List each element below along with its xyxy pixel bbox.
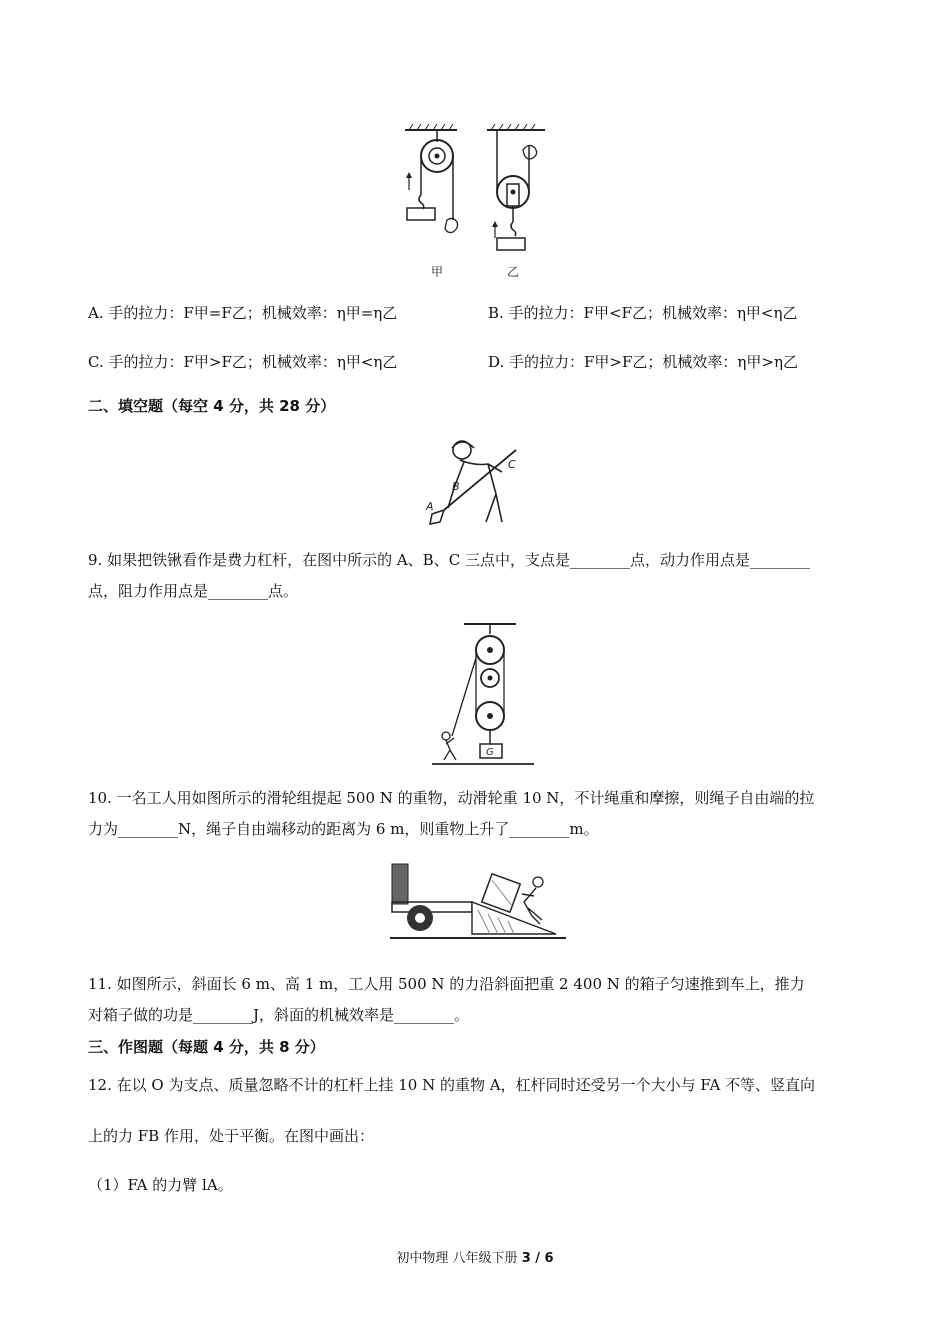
pulley-label-right: 乙	[507, 265, 520, 279]
q12-line2: 上的力 FB 作用，处于平衡。在图中画出：	[88, 1127, 374, 1145]
footer-text: 初中物理 八年级下册	[396, 1251, 518, 1266]
pulley-figure	[395, 120, 585, 285]
pulley-label-left: 甲	[431, 265, 444, 279]
section3-title: 三、作图题（每题 4 分，共 8 分）	[88, 1038, 325, 1056]
shovel-figure	[420, 436, 530, 528]
q10-line2: 力为________N，绳子自由端移动的距离为 6 m，则重物上升了________m。	[88, 820, 599, 838]
q11-line1: 11. 如图所示，斜面长 6 m、高 1 m，工人用 500 N 的力沿斜面把重 2 400 N 的箱子匀速推到车上，推力	[88, 975, 805, 993]
section2-title: 二、填空题（每空 4 分，共 28 分）	[88, 397, 336, 415]
option-d: D. 手的拉力：F甲>F乙；机械效率：η甲>η乙	[488, 353, 798, 371]
shovel-label-b: B	[452, 480, 460, 493]
option-b: B. 手的拉力：F甲<F乙；机械效率：η甲<η乙	[488, 304, 798, 322]
footer-page-number: 3 / 6	[521, 1251, 554, 1266]
q9-line2: 点，阻力作用点是________点。	[88, 582, 299, 600]
q11-line2: 对箱子做的功是________J，斜面的机械效率是________。	[88, 1006, 470, 1024]
pulley-block-figure	[428, 618, 538, 768]
incline-figure	[388, 858, 568, 946]
page-footer	[0, 1247, 950, 1266]
option-c: C. 手的拉力：F甲>F乙；机械效率：η甲<η乙	[88, 353, 398, 371]
q9-line1: 9. 如果把铁锹看作是费力杠杆，在图中所示的 A、B、C 三点中，支点是________点，动力作用点是________	[88, 551, 810, 569]
q10-line1: 10. 一名工人用如图所示的滑轮组提起 500 N 的重物，动滑轮重 10 N，不计绳重和摩擦，则绳子自由端的拉	[88, 789, 815, 807]
q12-line3: （1）FA 的力臂 lA。	[88, 1176, 233, 1194]
option-a: A. 手的拉力：F甲=F乙；机械效率：η甲=η乙	[88, 304, 398, 322]
shovel-label-a: A	[426, 500, 434, 513]
q12-line1: 12. 在以 O 为支点、质量忽略不计的杠杆上挂 10 N 的重物 A，杠杆同时还受另一个大小与 FA 不等、竖直向	[88, 1076, 816, 1094]
shovel-label-c: C	[508, 458, 516, 471]
block-label-g: G	[486, 747, 494, 758]
